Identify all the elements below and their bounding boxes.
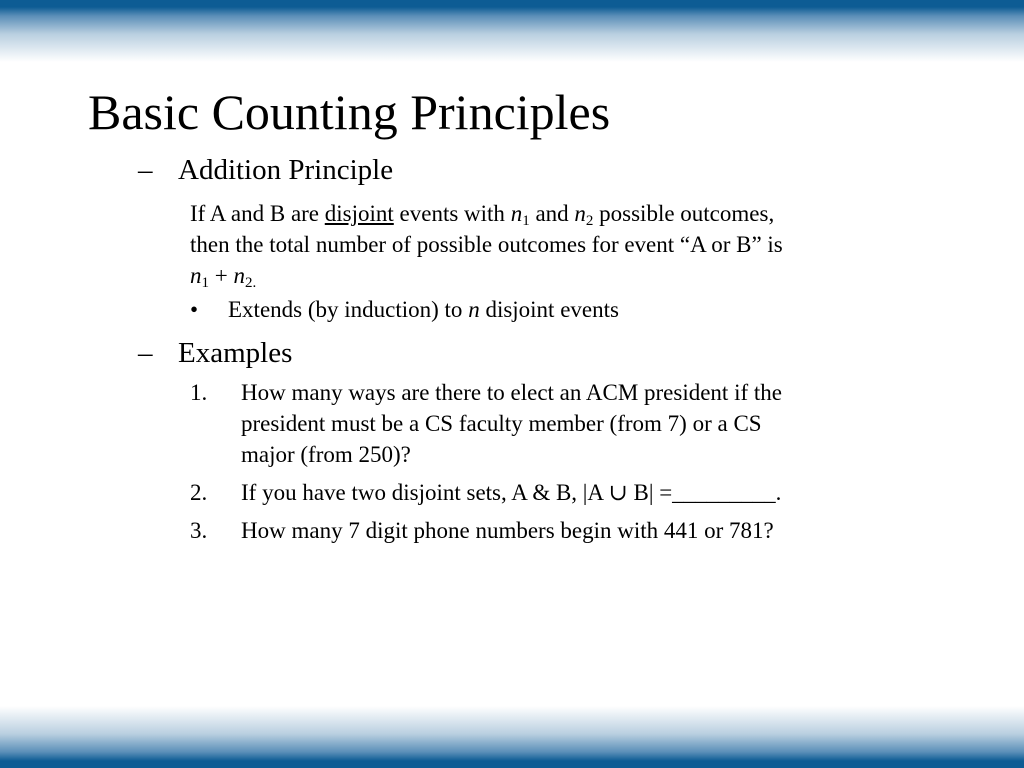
disjoint-term: disjoint bbox=[324, 201, 394, 226]
section-addition-principle bbox=[138, 153, 393, 187]
item-number: 2. bbox=[190, 480, 208, 505]
variable-n: n bbox=[233, 263, 245, 288]
subscript-2: 2 bbox=[585, 213, 594, 229]
example-item-1 bbox=[190, 377, 970, 470]
section-heading: Examples bbox=[178, 337, 293, 369]
section-heading: Addition Principle bbox=[178, 154, 394, 186]
slide-title: Basic Counting Principles bbox=[88, 84, 611, 140]
example-item-2 bbox=[190, 477, 970, 508]
addition-principle-definition bbox=[190, 198, 950, 291]
variable-n: n bbox=[190, 263, 202, 288]
example-item-3 bbox=[190, 515, 970, 546]
subscript-1: 1 bbox=[201, 275, 209, 291]
dash-marker: – bbox=[138, 154, 153, 186]
variable-n: n bbox=[574, 201, 586, 226]
bullet-induction bbox=[190, 295, 619, 325]
bullet-marker: • bbox=[190, 297, 199, 322]
item-number: 3. bbox=[190, 518, 208, 543]
item-line: If you have two disjoint sets, A & B, |A ∪ B| =_________. bbox=[241, 480, 782, 505]
item-number: 1. bbox=[190, 380, 208, 405]
definition-line-3 bbox=[190, 260, 950, 291]
item-line: major (from 250)? bbox=[241, 442, 411, 467]
dash-marker: – bbox=[138, 337, 153, 369]
examples-list bbox=[190, 377, 970, 546]
text-fragment: Extends (by induction) to bbox=[228, 297, 469, 322]
text-fragment: possible outcomes, bbox=[593, 201, 775, 226]
definition-line-1 bbox=[190, 198, 950, 229]
text-fragment: and bbox=[529, 201, 575, 226]
text-fragment: events with bbox=[393, 201, 511, 226]
item-line: president must be a CS faculty member (from 7) or a CS bbox=[241, 411, 762, 436]
item-line: How many 7 digit phone numbers begin with 441 or 781? bbox=[241, 518, 774, 543]
subscript-2-period: 2. bbox=[244, 275, 257, 291]
text-fragment: disjoint events bbox=[479, 297, 619, 322]
top-gradient-band bbox=[0, 0, 1024, 62]
section-examples bbox=[138, 336, 292, 370]
bottom-gradient-band bbox=[0, 706, 1024, 768]
definition-line-2: then the total number of possible outcomes for event “A or B” is bbox=[190, 232, 783, 257]
item-line: How many ways are there to elect an ACM president if the bbox=[241, 380, 782, 405]
text-fragment: If A and B are bbox=[190, 201, 325, 226]
plus-sign: + bbox=[209, 263, 234, 288]
variable-n: n bbox=[510, 201, 523, 226]
variable-n: n bbox=[468, 297, 480, 322]
subscript-1: 1 bbox=[522, 213, 530, 229]
